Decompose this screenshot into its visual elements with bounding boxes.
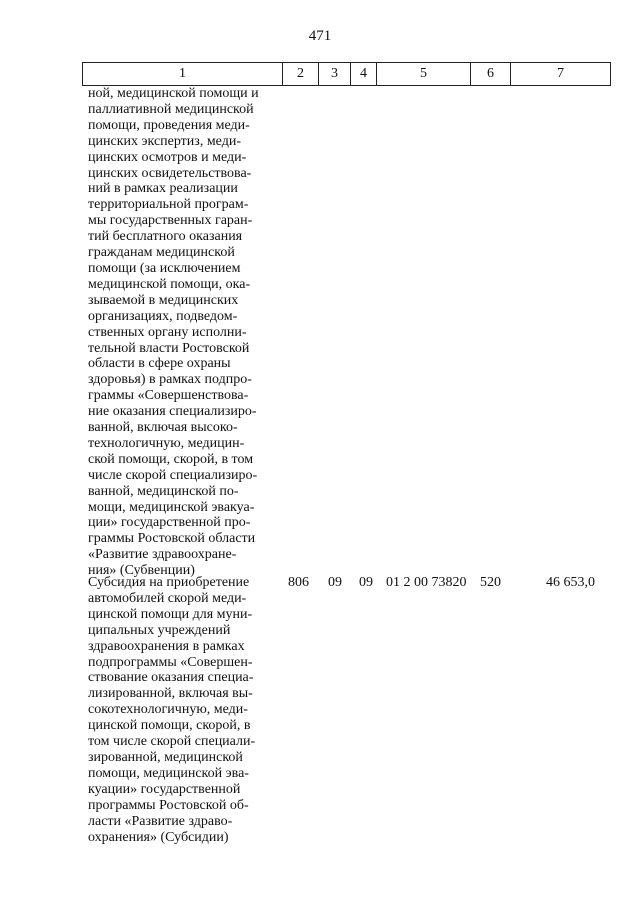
description-line: помощи (за исключением	[88, 260, 241, 276]
description-line: здоровья) в рамках подпро-	[88, 372, 252, 388]
section-code: 09	[328, 575, 342, 590]
description-line: территориальной програм-	[88, 197, 249, 213]
description-line: цинской помощи, скорой, в	[88, 718, 251, 734]
column-header-4: 4	[351, 63, 377, 86]
description-line: ванной, включая высоко-	[88, 420, 238, 436]
column-header-3: 3	[319, 63, 351, 86]
description-line: числе скорой специализиро-	[88, 467, 258, 483]
row-description	[88, 86, 280, 579]
description-line: зываемой в медицинских	[88, 292, 239, 308]
description-line: ласти «Развитие здраво-	[88, 813, 233, 829]
description-line: цинских осмотров и меди-	[88, 149, 247, 165]
target-article-code: 01 2 00 73820	[386, 575, 467, 590]
description-line: ции» государственной про-	[88, 515, 251, 531]
description-line: тельной власти Ростовской	[88, 340, 250, 356]
ministry-code: 806	[288, 575, 309, 590]
expense-type-code: 520	[480, 575, 501, 590]
description-line: мы государственных гаран-	[88, 213, 253, 229]
column-header-row	[83, 63, 611, 86]
description-line: охранения» (Субсидии)	[88, 829, 229, 845]
description-line: граммы «Совершенствова-	[88, 388, 249, 404]
page-number: 471	[308, 28, 332, 44]
description-line: ванной, медицинской по-	[88, 483, 239, 499]
description-line: помощи, медицинской эва-	[88, 765, 249, 781]
description-line: ственных органу исполни-	[88, 324, 247, 340]
column-header-2: 2	[283, 63, 319, 86]
description-line: Субсидия на приобретение	[88, 575, 250, 590]
description-line: медицинской помощи, ока-	[88, 276, 251, 292]
description-line: куации» государственной	[88, 781, 241, 797]
subsection-code: 09	[359, 575, 373, 590]
description-line: области в сфере охраны	[88, 356, 231, 372]
description-line: сокотехнологичную, меди-	[88, 702, 248, 718]
description-line: мощи, медицинской эвакуа-	[88, 499, 255, 515]
description-line: ния» (Субвенции)	[88, 563, 195, 579]
description-line: ние оказания специализиро-	[88, 404, 257, 420]
description-line: программы Ростовской об-	[88, 797, 249, 813]
description-line: подпрограммы «Совершен-	[88, 654, 253, 670]
amount: 46 653,0	[546, 575, 595, 590]
column-header-5: 5	[377, 63, 471, 86]
description-line: том числе скорой специали-	[88, 734, 256, 750]
description-line: цинских экспертиз, меди-	[88, 133, 241, 149]
description-line: цинской помощи для муни-	[88, 606, 253, 622]
description-line: организациях, подведом-	[88, 308, 238, 324]
description-line: здравоохранения в рамках	[88, 638, 245, 654]
column-header-1: 1	[83, 63, 283, 86]
description-line: тий бесплатного оказания	[88, 229, 243, 245]
description-line: цинских освидетельствова-	[88, 165, 252, 181]
column-header-6: 6	[471, 63, 511, 86]
description-line: технологичную, медицин-	[88, 435, 245, 451]
description-line: гражданам медицинской	[88, 245, 235, 261]
description-line: паллиативной медицинской	[88, 101, 254, 117]
description-line: ствование оказания специа-	[88, 670, 254, 686]
description-line: лизированной, включая вы-	[88, 686, 253, 702]
column-header-table	[82, 62, 611, 86]
row-description	[88, 575, 280, 845]
description-line: «Развитие здравоохране-	[88, 547, 237, 563]
description-line: помощи, проведения меди-	[88, 117, 250, 133]
description-line: граммы Ростовской области	[88, 531, 256, 547]
description-line: ной, медицинской помощи и	[88, 86, 259, 101]
description-line: ской помощи, скорой, в том	[88, 451, 254, 467]
description-line: ний в рамках реализации	[88, 181, 238, 197]
description-line: ципальных учреждений	[88, 622, 231, 638]
description-line: автомобилей скорой меди-	[88, 590, 247, 606]
column-header-7: 7	[511, 63, 611, 86]
description-line: зированной, медицинской	[88, 749, 243, 765]
